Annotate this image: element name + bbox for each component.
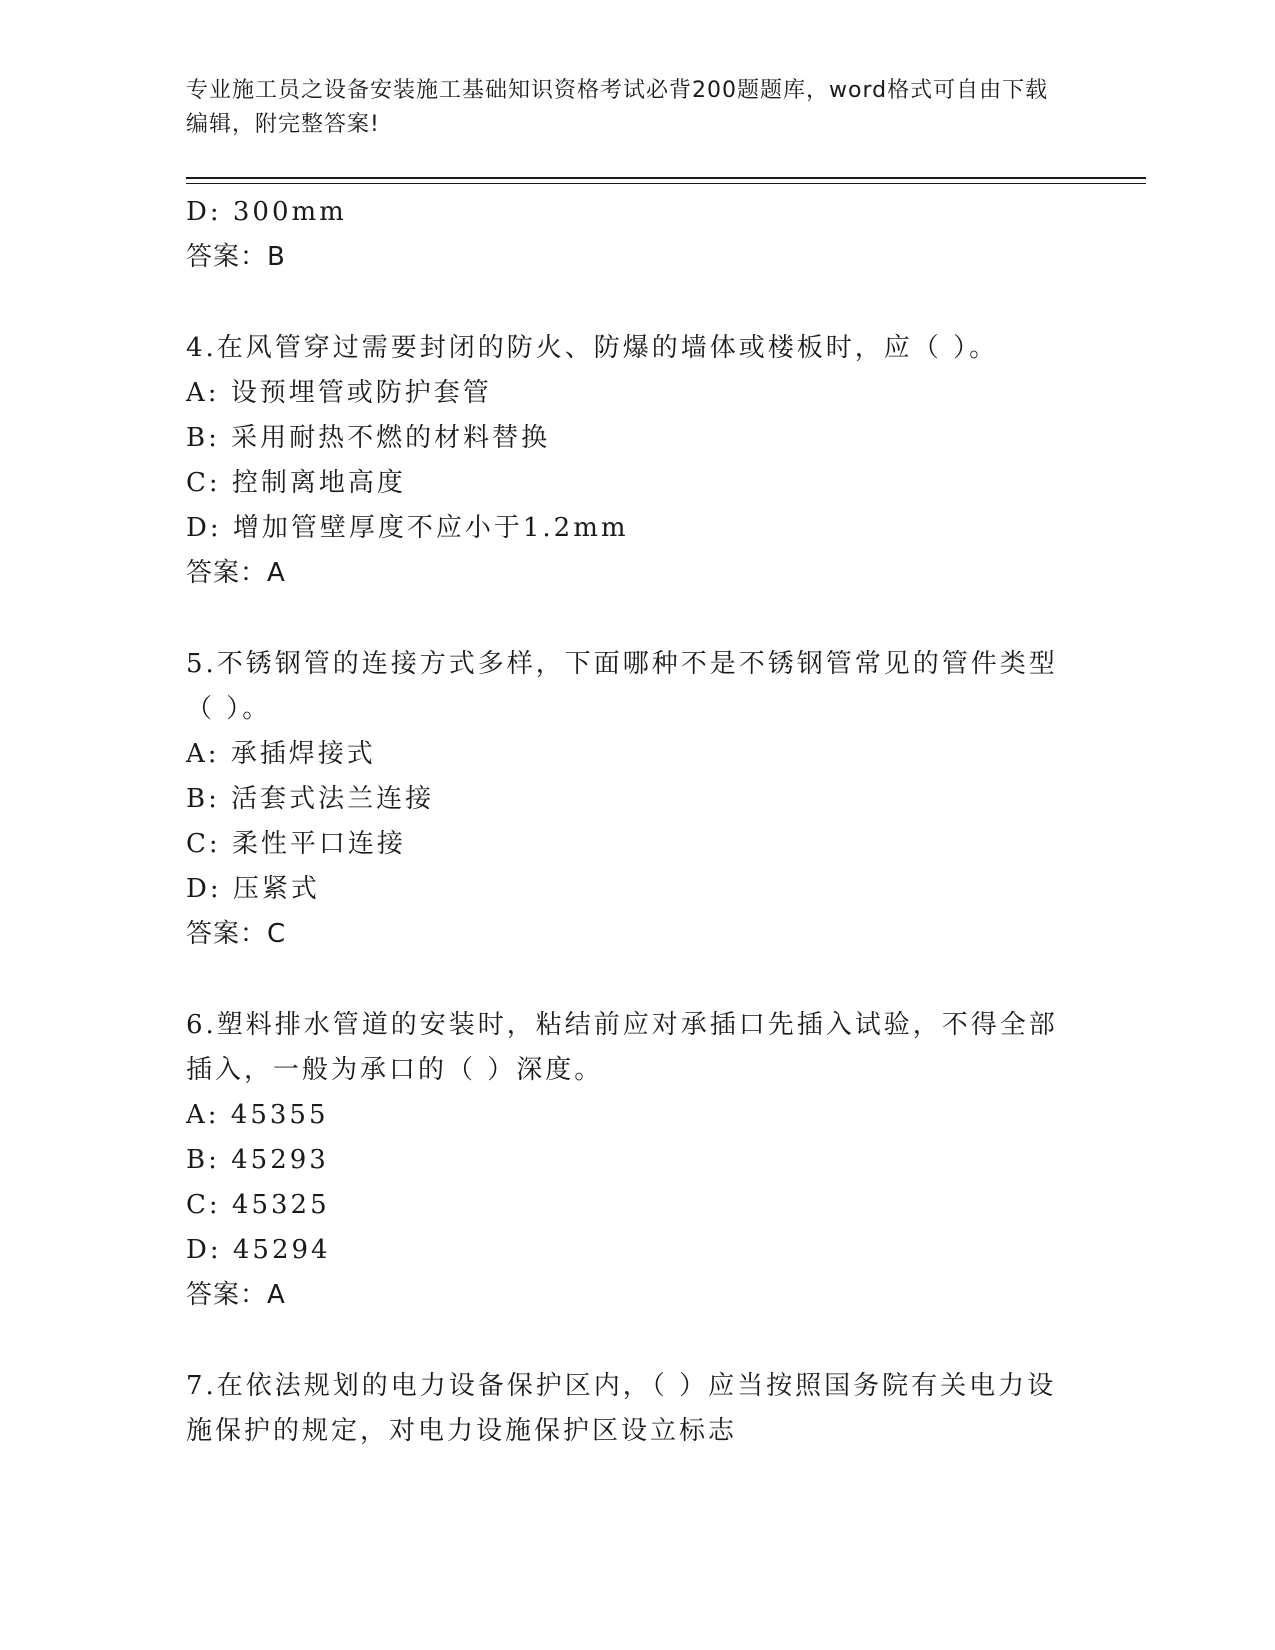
question-item — [186, 1364, 1076, 1454]
option-d: D: 45294 — [186, 1235, 331, 1265]
header-rule-thin — [186, 183, 1146, 184]
option-d: D: 压紧式 — [186, 874, 320, 904]
question-text: 6.塑料排水管道的安装时，粘结前应对承插口先插入试验，不得全部插入，一般为承口的（ ）深度。 — [186, 1010, 1058, 1085]
question-text: 5.不锈钢管的连接方式多样，下面哪种不是不锈钢管常见的管件类型（ ）。 — [186, 649, 1058, 724]
option-c: C: 45325 — [186, 1190, 330, 1220]
option-d: D: 300mm — [186, 197, 347, 227]
document-header: 专业施工员之设备安装施工基础知识资格考试必背200题题库，word格式可自由下载编辑，附完整答案! — [186, 78, 1049, 137]
option-a: A: 45355 — [186, 1100, 329, 1130]
question-item — [186, 642, 1076, 957]
option-b: B: 采用耐热不燃的材料替换 — [186, 423, 551, 453]
option-c: C: 柔性平口连接 — [186, 829, 406, 859]
answer-line: 答案：A — [186, 558, 286, 588]
answer-line: 答案：B — [186, 242, 286, 272]
question-item — [186, 1003, 1076, 1318]
question-item — [186, 326, 1076, 596]
option-c: C: 控制离地高度 — [186, 468, 406, 498]
option-b: B: 45293 — [186, 1145, 329, 1175]
option-a: A: 设预埋管或防护套管 — [186, 378, 492, 408]
answer-line: 答案：C — [186, 919, 287, 949]
question-list — [186, 190, 1076, 1454]
option-d: D: 增加管壁厚度不应小于1.2mm — [186, 513, 629, 543]
option-a: A: 承插焊接式 — [186, 739, 376, 769]
question-text: 4.在风管穿过需要封闭的防火、防爆的墙体或楼板时，应（ ）。 — [186, 333, 999, 363]
option-b: B: 活套式法兰连接 — [186, 784, 435, 814]
header-rule-thick — [186, 177, 1146, 179]
answer-line: 答案：A — [186, 1280, 286, 1310]
question-text: 7.在依法规划的电力设备保护区内，（ ）应当按照国务院有关电力设施保护的规定，对电力设施保护区设立标志 — [186, 1371, 1057, 1446]
